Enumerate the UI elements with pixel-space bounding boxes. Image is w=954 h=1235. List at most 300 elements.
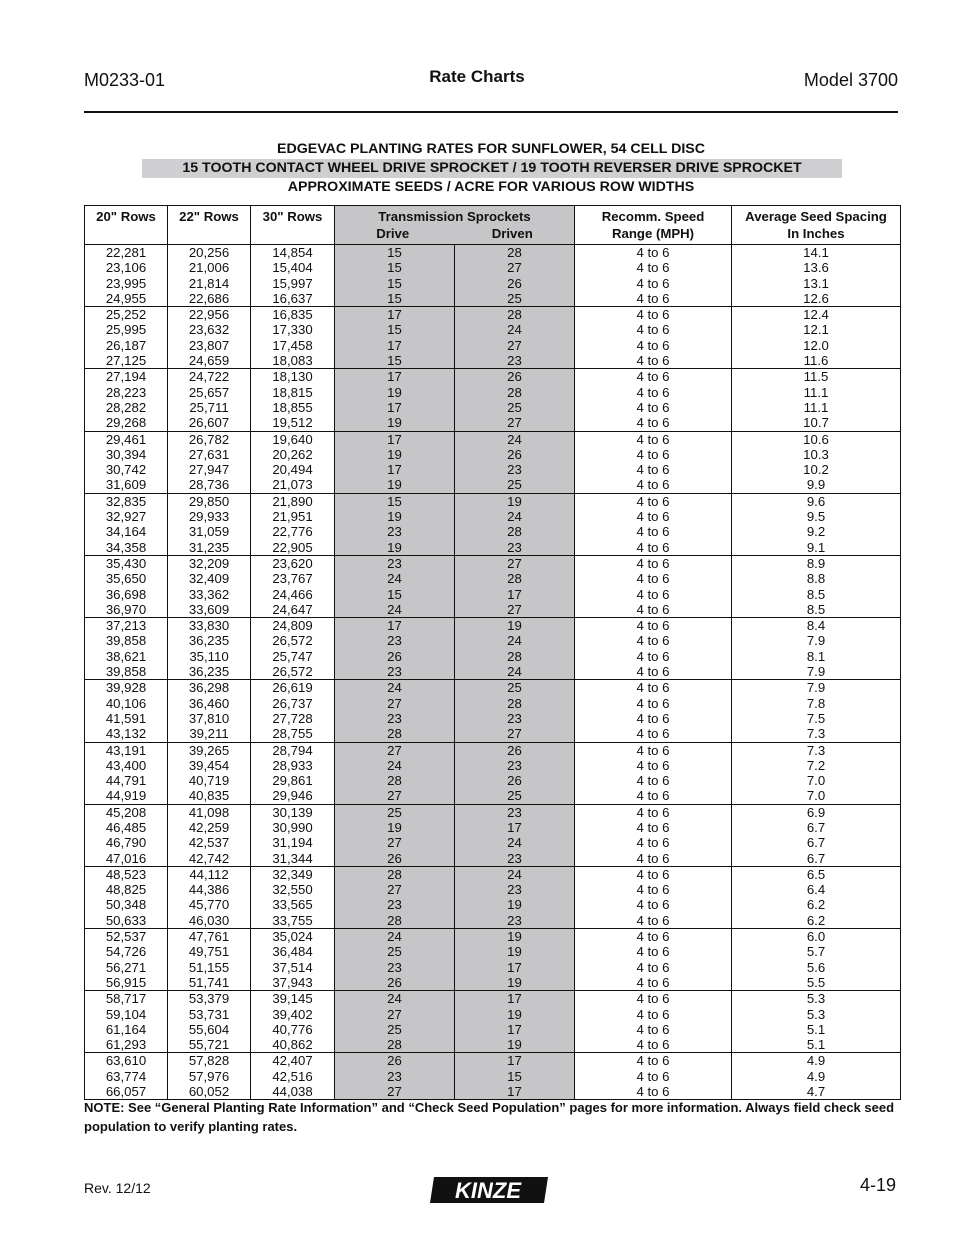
model-label: Model 3700 [803,70,898,90]
cell-driven: 23 [455,462,575,477]
col-header-20-rows: 20" Rows [85,206,168,245]
cell-drive: 27 [335,1084,455,1100]
cell-spacing: 5.3 [732,991,901,1007]
cell-drive: 17 [335,369,455,385]
cell-driven: 17 [455,991,575,1007]
cell-spacing: 12.0 [732,338,901,353]
cell-rows-20: 56,271 [85,960,168,975]
cell-rows-30: 24,809 [251,618,335,634]
cell-rows-22: 53,731 [168,1007,251,1022]
cell-drive: 19 [335,820,455,835]
cell-driven: 19 [455,1007,575,1022]
cell-rows-30: 18,083 [251,353,335,369]
cell-speed: 4 to 6 [575,307,732,323]
cell-driven: 27 [455,260,575,275]
cell-spacing: 7.9 [732,664,901,680]
cell-driven: 17 [455,1022,575,1037]
cell-rows-22: 60,052 [168,1084,251,1100]
cell-rows-30: 17,330 [251,322,335,337]
cell-rows-20: 29,268 [85,415,168,431]
cell-drive: 15 [335,587,455,602]
cell-driven: 26 [455,276,575,291]
cell-rows-30: 30,990 [251,820,335,835]
table-row [85,1007,901,1022]
cell-rows-30: 28,933 [251,758,335,773]
cell-spacing: 8.5 [732,587,901,602]
cell-drive: 28 [335,1037,455,1053]
cell-speed: 4 to 6 [575,400,732,415]
table-row [85,477,901,493]
cell-rows-20: 30,394 [85,447,168,462]
cell-driven: 28 [455,571,575,586]
cell-rows-30: 21,073 [251,477,335,493]
cell-spacing: 12.1 [732,322,901,337]
cell-speed: 4 to 6 [575,711,732,726]
cell-spacing: 6.5 [732,866,901,882]
cell-speed: 4 to 6 [575,820,732,835]
cell-drive: 24 [335,680,455,696]
cell-rows-20: 36,970 [85,602,168,618]
cell-drive: 15 [335,322,455,337]
cell-rows-22: 36,298 [168,680,251,696]
cell-spacing: 6.4 [732,882,901,897]
cell-rows-22: 55,604 [168,1022,251,1037]
cell-drive: 19 [335,415,455,431]
cell-driven: 25 [455,291,575,307]
cell-rows-30: 15,997 [251,276,335,291]
page-number: 4-19 [859,1175,896,1195]
cell-rows-30: 31,344 [251,851,335,867]
cell-spacing: 11.1 [732,400,901,415]
cell-rows-30: 31,194 [251,835,335,850]
cell-rows-22: 29,850 [168,493,251,509]
cell-rows-30: 29,861 [251,773,335,788]
table-row [85,1053,901,1069]
cell-drive: 19 [335,509,455,524]
table-row [85,882,901,897]
cell-speed: 4 to 6 [575,975,732,991]
cell-spacing: 13.1 [732,276,901,291]
cell-driven: 28 [455,524,575,539]
cell-rows-20: 58,717 [85,991,168,1007]
cell-rows-30: 33,755 [251,913,335,929]
cell-rows-22: 21,006 [168,260,251,275]
cell-driven: 26 [455,773,575,788]
cell-spacing: 5.3 [732,1007,901,1022]
cell-rows-20: 23,106 [85,260,168,275]
table-row [85,307,901,323]
table-row [85,975,901,991]
table-row [85,835,901,850]
cell-rows-30: 28,755 [251,726,335,742]
cell-speed: 4 to 6 [575,509,732,524]
cell-driven: 23 [455,882,575,897]
col-header-speed [575,206,732,245]
cell-rows-22: 46,030 [168,913,251,929]
cell-driven: 19 [455,929,575,945]
cell-rows-30: 40,776 [251,1022,335,1037]
cell-drive: 24 [335,758,455,773]
cell-rows-22: 42,259 [168,820,251,835]
table-row [85,618,901,634]
cell-rows-30: 32,349 [251,866,335,882]
table-row [85,415,901,431]
speed-label-line2: Range (MPH) [611,226,695,241]
cell-driven: 23 [455,540,575,556]
cell-speed: 4 to 6 [575,835,732,850]
cell-rows-30: 23,620 [251,555,335,571]
cell-spacing: 5.5 [732,975,901,991]
cell-rows-30: 24,647 [251,602,335,618]
cell-rows-30: 14,854 [251,245,335,261]
cell-driven: 24 [455,633,575,648]
cell-speed: 4 to 6 [575,385,732,400]
cell-rows-20: 44,919 [85,788,168,804]
cell-spacing: 12.4 [732,307,901,323]
table-row [85,773,901,788]
cell-speed: 4 to 6 [575,1037,732,1053]
cell-drive: 28 [335,913,455,929]
table-row [85,260,901,275]
cell-driven: 28 [455,385,575,400]
cell-driven: 17 [455,1053,575,1069]
cell-rows-30: 16,835 [251,307,335,323]
table-row [85,493,901,509]
cell-speed: 4 to 6 [575,276,732,291]
cell-rows-20: 50,348 [85,897,168,912]
cell-speed: 4 to 6 [575,245,732,261]
cell-rows-30: 22,905 [251,540,335,556]
cell-rows-20: 31,609 [85,477,168,493]
col-header-30-rows: 30" Rows [251,206,335,245]
table-row [85,540,901,556]
table-row [85,649,901,664]
cell-speed: 4 to 6 [575,369,732,385]
cell-spacing: 6.2 [732,913,901,929]
cell-spacing: 4.9 [732,1053,901,1069]
cell-spacing: 8.1 [732,649,901,664]
cell-driven: 17 [455,820,575,835]
cell-rows-20: 35,650 [85,571,168,586]
cell-rows-20: 25,252 [85,307,168,323]
cell-speed: 4 to 6 [575,742,732,758]
cell-rows-20: 44,791 [85,773,168,788]
cell-spacing: 9.6 [732,493,901,509]
table-row [85,1037,901,1053]
cell-rows-30: 20,262 [251,447,335,462]
cell-speed: 4 to 6 [575,338,732,353]
cell-rows-22: 29,933 [168,509,251,524]
cell-rows-30: 32,550 [251,882,335,897]
cell-speed: 4 to 6 [575,602,732,618]
cell-driven: 23 [455,711,575,726]
table-row [85,866,901,882]
cell-rows-22: 55,721 [168,1037,251,1053]
cell-rows-30: 18,815 [251,385,335,400]
cell-drive: 27 [335,788,455,804]
cell-driven: 26 [455,447,575,462]
table-row [85,680,901,696]
col-header-22-rows: 22" Rows [168,206,251,245]
cell-spacing: 8.8 [732,571,901,586]
cell-drive: 28 [335,773,455,788]
table-row [85,633,901,648]
cell-speed: 4 to 6 [575,960,732,975]
table-row [85,447,901,462]
cell-speed: 4 to 6 [575,633,732,648]
cell-spacing: 5.1 [732,1037,901,1053]
cell-rows-22: 22,956 [168,307,251,323]
table-row [85,851,901,867]
cell-speed: 4 to 6 [575,696,732,711]
cell-driven: 19 [455,897,575,912]
cell-drive: 24 [335,571,455,586]
cell-drive: 28 [335,866,455,882]
cell-rows-20: 66,057 [85,1084,168,1100]
cell-spacing: 10.7 [732,415,901,431]
cell-driven: 24 [455,431,575,447]
table-row [85,291,901,307]
cell-speed: 4 to 6 [575,322,732,337]
table-row [85,555,901,571]
cell-spacing: 6.7 [732,820,901,835]
cell-rows-20: 32,927 [85,509,168,524]
cell-speed: 4 to 6 [575,664,732,680]
cell-rows-30: 36,484 [251,944,335,959]
cell-driven: 24 [455,322,575,337]
cell-spacing: 8.4 [732,618,901,634]
cell-spacing: 6.0 [732,929,901,945]
cell-rows-30: 26,737 [251,696,335,711]
cell-spacing: 10.2 [732,462,901,477]
table-row [85,696,901,711]
cell-rows-30: 21,890 [251,493,335,509]
cell-rows-22: 32,209 [168,555,251,571]
cell-drive: 15 [335,493,455,509]
table-row [85,1022,901,1037]
cell-driven: 19 [455,1037,575,1053]
cell-driven: 17 [455,960,575,975]
logo-text: KINZE [455,1178,521,1203]
cell-speed: 4 to 6 [575,1022,732,1037]
cell-rows-30: 40,862 [251,1037,335,1053]
cell-rows-20: 25,995 [85,322,168,337]
cell-drive: 19 [335,540,455,556]
cell-rows-30: 20,494 [251,462,335,477]
cell-rows-22: 44,386 [168,882,251,897]
cell-rows-22: 27,947 [168,462,251,477]
table-row [85,711,901,726]
cell-drive: 27 [335,742,455,758]
cell-speed: 4 to 6 [575,882,732,897]
cell-rows-30: 42,407 [251,1053,335,1069]
cell-speed: 4 to 6 [575,649,732,664]
cell-rows-20: 47,016 [85,851,168,867]
cell-spacing: 7.9 [732,680,901,696]
cell-rows-20: 26,187 [85,338,168,353]
table-row [85,338,901,353]
cell-rows-20: 34,164 [85,524,168,539]
chart-title-line1: EDGEVAC PLANTING RATES FOR SUNFLOWER, 54 CELL DISC [276,141,705,157]
cell-drive: 27 [335,696,455,711]
cell-driven: 19 [455,944,575,959]
cell-rows-22: 32,409 [168,571,251,586]
cell-rows-22: 25,711 [168,400,251,415]
header-divider [84,111,898,113]
cell-rows-30: 39,145 [251,991,335,1007]
cell-driven: 23 [455,851,575,867]
cell-speed: 4 to 6 [575,447,732,462]
cell-rows-30: 26,572 [251,633,335,648]
cell-rows-22: 57,976 [168,1069,251,1084]
cell-drive: 17 [335,431,455,447]
cell-drive: 24 [335,991,455,1007]
cell-driven: 25 [455,400,575,415]
cell-spacing: 6.9 [732,804,901,820]
cell-spacing: 7.0 [732,773,901,788]
cell-rows-22: 28,736 [168,477,251,493]
cell-rows-30: 21,951 [251,509,335,524]
col-header-driven: Driven [491,226,533,241]
cell-rows-30: 27,728 [251,711,335,726]
cell-spacing: 7.2 [732,758,901,773]
cell-rows-20: 37,213 [85,618,168,634]
cell-speed: 4 to 6 [575,897,732,912]
cell-drive: 23 [335,633,455,648]
table-row [85,820,901,835]
cell-rows-20: 46,790 [85,835,168,850]
cell-speed: 4 to 6 [575,587,732,602]
cell-rows-30: 24,466 [251,587,335,602]
cell-drive: 19 [335,447,455,462]
cell-rows-30: 15,404 [251,260,335,275]
cell-rows-20: 43,132 [85,726,168,742]
cell-rows-20: 39,858 [85,664,168,680]
table-row [85,726,901,742]
table-row [85,664,901,680]
cell-rows-22: 23,632 [168,322,251,337]
cell-driven: 24 [455,509,575,524]
cell-rows-30: 29,946 [251,788,335,804]
cell-speed: 4 to 6 [575,788,732,804]
cell-rows-30: 42,516 [251,1069,335,1084]
cell-speed: 4 to 6 [575,866,732,882]
cell-rows-20: 39,858 [85,633,168,648]
cell-rows-22: 47,761 [168,929,251,945]
cell-rows-20: 48,825 [85,882,168,897]
cell-speed: 4 to 6 [575,680,732,696]
cell-drive: 19 [335,385,455,400]
cell-rows-30: 30,139 [251,804,335,820]
cell-rows-30: 28,794 [251,742,335,758]
table-row [85,602,901,618]
col-header-transmission-sprockets [335,206,575,245]
cell-spacing: 9.5 [732,509,901,524]
cell-spacing: 6.7 [732,835,901,850]
cell-speed: 4 to 6 [575,353,732,369]
section-title: Rate Charts [429,67,525,86]
cell-rows-30: 26,619 [251,680,335,696]
cell-rows-20: 30,742 [85,462,168,477]
cell-rows-22: 40,719 [168,773,251,788]
cell-driven: 15 [455,1069,575,1084]
col-header-seed-spacing [732,206,901,245]
cell-drive: 15 [335,353,455,369]
chart-title-block [84,140,898,197]
cell-driven: 23 [455,353,575,369]
cell-rows-22: 39,211 [168,726,251,742]
cell-driven: 17 [455,1084,575,1100]
kinze-logo [428,1175,550,1205]
cell-speed: 4 to 6 [575,431,732,447]
spacing-label-line2: In Inches [787,226,845,241]
cell-rows-20: 35,430 [85,555,168,571]
cell-spacing: 8.5 [732,602,901,618]
cell-drive: 27 [335,882,455,897]
cell-spacing: 9.9 [732,477,901,493]
cell-rows-20: 45,208 [85,804,168,820]
cell-rows-20: 54,726 [85,944,168,959]
cell-driven: 28 [455,245,575,261]
cell-rows-22: 31,235 [168,540,251,556]
cell-rows-20: 28,223 [85,385,168,400]
cell-rows-22: 22,686 [168,291,251,307]
cell-spacing: 11.6 [732,353,901,369]
cell-rows-20: 52,537 [85,929,168,945]
cell-spacing: 7.9 [732,633,901,648]
cell-rows-20: 43,400 [85,758,168,773]
cell-speed: 4 to 6 [575,462,732,477]
speed-label-line1: Recomm. Speed [601,209,705,224]
cell-speed: 4 to 6 [575,618,732,634]
cell-rows-20: 61,164 [85,1022,168,1037]
cell-speed: 4 to 6 [575,758,732,773]
cell-rows-30: 25,747 [251,649,335,664]
table-row [85,462,901,477]
cell-drive: 24 [335,929,455,945]
cell-rows-22: 41,098 [168,804,251,820]
cell-driven: 27 [455,338,575,353]
col-header-drive: Drive [376,226,410,241]
cell-rows-20: 63,610 [85,1053,168,1069]
cell-rows-22: 33,830 [168,618,251,634]
cell-driven: 19 [455,618,575,634]
cell-rows-22: 39,454 [168,758,251,773]
cell-speed: 4 to 6 [575,773,732,788]
table-row [85,897,901,912]
transmission-label: Transmission Sprockets [378,209,531,224]
cell-spacing: 11.5 [732,369,901,385]
cell-driven: 28 [455,307,575,323]
cell-speed: 4 to 6 [575,260,732,275]
cell-speed: 4 to 6 [575,571,732,586]
cell-speed: 4 to 6 [575,415,732,431]
chart-title-line3: APPROXIMATE SEEDS / ACRE FOR VARIOUS ROW WIDTHS [287,179,695,195]
cell-rows-22: 36,460 [168,696,251,711]
cell-rows-22: 31,059 [168,524,251,539]
cell-driven: 19 [455,975,575,991]
table-row [85,431,901,447]
cell-speed: 4 to 6 [575,1053,732,1069]
cell-driven: 27 [455,555,575,571]
cell-rows-22: 49,751 [168,944,251,959]
cell-rows-30: 39,402 [251,1007,335,1022]
revision-label: Rev. 12/12 [84,1180,151,1196]
cell-driven: 27 [455,415,575,431]
table-row [85,742,901,758]
cell-rows-22: 51,155 [168,960,251,975]
cell-rows-30: 16,637 [251,291,335,307]
